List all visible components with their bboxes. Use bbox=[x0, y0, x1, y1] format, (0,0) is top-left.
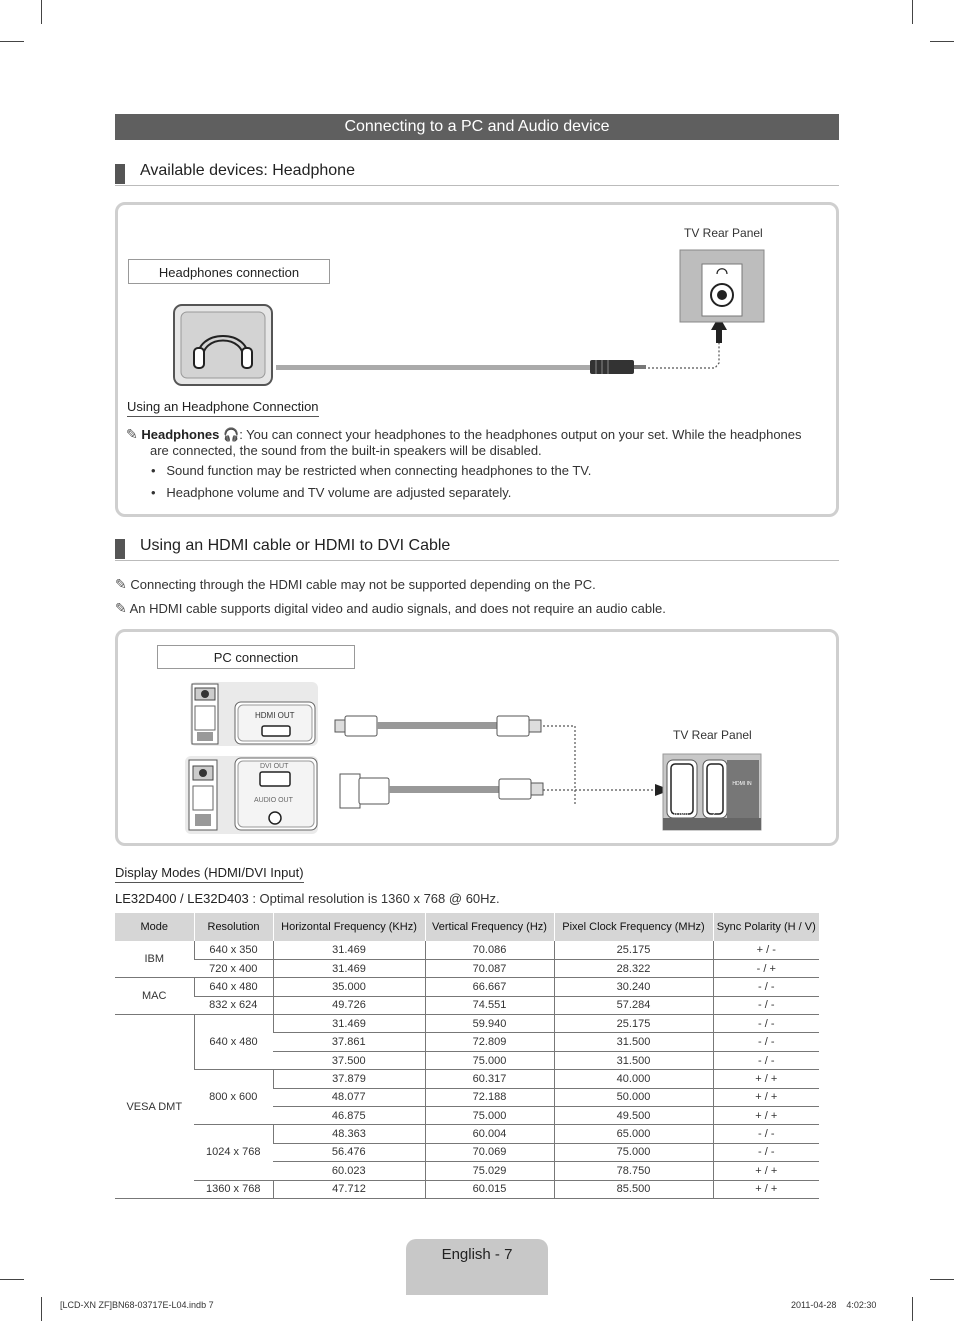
hdmi-in-port-1 bbox=[671, 764, 693, 814]
table-cell: 25.175 bbox=[554, 941, 713, 959]
table-cell: 46.875 bbox=[273, 1107, 425, 1125]
bullet-item: • Sound function may be restricted when connecting headphones to the TV. bbox=[151, 463, 592, 478]
note-pencil-icon: ✎ bbox=[126, 426, 138, 442]
audio-out-label: AUDIO OUT bbox=[254, 797, 293, 804]
table-cell: 70.069 bbox=[425, 1143, 554, 1161]
port-1-label: 1 (DVI) bbox=[669, 812, 689, 818]
bullet-item: • Headphone volume and TV volume are adjusted separately. bbox=[151, 485, 512, 500]
resolution-cell: 1024 x 768 bbox=[194, 1125, 273, 1180]
table-cell: 31.500 bbox=[554, 1033, 713, 1051]
column-header: Resolution bbox=[194, 913, 273, 941]
hdmi-note-1: ✎ Connecting through the HDMI cable may not be supported depending on the PC. bbox=[115, 576, 596, 592]
hdmi-note-2: ✎ An HDMI cable supports digital video and audio signals, and does not require an audio cable. bbox=[115, 600, 666, 616]
table-cell: 35.000 bbox=[273, 978, 425, 996]
table-cell: 49.500 bbox=[554, 1107, 713, 1125]
port-2-label: 2 bbox=[712, 812, 716, 818]
table-cell: 37.879 bbox=[273, 1070, 425, 1088]
table-cell: - / - bbox=[713, 1125, 819, 1143]
hdmi-port-icon bbox=[262, 726, 290, 736]
table-cell: 31.469 bbox=[273, 941, 425, 959]
resolution-cell: 640 x 480 bbox=[194, 978, 273, 996]
footer-file-label: [LCD-XN ZF]BN68-03717E-L04.indb 7 bbox=[60, 1300, 214, 1310]
column-header: Vertical Frequency (Hz) bbox=[425, 913, 554, 941]
table-cell: 50.000 bbox=[554, 1088, 713, 1106]
tv-rear-panel-label: TV Rear Panel bbox=[684, 226, 763, 240]
column-header: Mode bbox=[115, 913, 194, 941]
table-cell: 57.284 bbox=[554, 996, 713, 1014]
table-row bbox=[115, 978, 819, 996]
hdmi-in-port-2 bbox=[707, 764, 723, 814]
table-cell: 48.363 bbox=[273, 1125, 425, 1143]
table-row bbox=[115, 1125, 819, 1143]
resolution-cell: 832 x 624 bbox=[194, 996, 273, 1014]
table-cell: 60.015 bbox=[425, 1180, 554, 1198]
table-cell: - / - bbox=[713, 996, 819, 1014]
optimal-resolution-line: LE32D400 / LE32D403 : Optimal resolution is 1360 x 768 @ 60Hz. bbox=[115, 891, 500, 906]
table-cell: - / + bbox=[713, 959, 819, 977]
headphone-diagram bbox=[170, 248, 770, 393]
hdmi-cable bbox=[335, 716, 541, 736]
table-cell: 75.029 bbox=[425, 1162, 554, 1180]
headphone-cable bbox=[276, 365, 592, 370]
headphone-connection-subheading: Using an Headphone Connection bbox=[127, 399, 319, 417]
table-cell: 40.000 bbox=[554, 1070, 713, 1088]
mode-cell: MAC bbox=[115, 978, 194, 1015]
table-cell: 85.500 bbox=[554, 1180, 713, 1198]
dvi-out-label: DVI OUT bbox=[260, 763, 289, 770]
page-title: Connecting to a PC and Audio device bbox=[115, 114, 839, 140]
column-header: Sync Polarity (H / V) bbox=[713, 913, 819, 941]
resolution-cell: 1360 x 768 bbox=[194, 1180, 273, 1198]
dvi-port-icon bbox=[260, 772, 290, 786]
section-heading-hdmi: Using an HDMI cable or HDMI to DVI Cable bbox=[115, 537, 839, 561]
table-cell: - / - bbox=[713, 1051, 819, 1069]
mode-cell: VESA DMT bbox=[115, 1015, 194, 1199]
table-cell: 72.188 bbox=[425, 1088, 554, 1106]
table-cell: 25.175 bbox=[554, 1015, 713, 1033]
table-cell: 70.087 bbox=[425, 959, 554, 977]
table-cell: 30.240 bbox=[554, 978, 713, 996]
table-cell: 74.551 bbox=[425, 996, 554, 1014]
resolution-cell: 800 x 600 bbox=[194, 1070, 273, 1125]
table-cell: 37.500 bbox=[273, 1051, 425, 1069]
mode-cell: IBM bbox=[115, 941, 194, 978]
table-header-row bbox=[115, 913, 819, 941]
headphones-icon: 🎧 bbox=[223, 427, 240, 442]
table-cell: 59.940 bbox=[425, 1015, 554, 1033]
table-cell: + / - bbox=[713, 941, 819, 959]
table-cell: 28.322 bbox=[554, 959, 713, 977]
section-heading-headphone: Available devices: Headphone bbox=[115, 162, 839, 186]
table-cell: 31.469 bbox=[273, 1015, 425, 1033]
table-cell: 60.004 bbox=[425, 1125, 554, 1143]
table-cell: 47.712 bbox=[273, 1180, 425, 1198]
table-cell: 37.861 bbox=[273, 1033, 425, 1051]
resolution-cell: 720 x 400 bbox=[194, 959, 273, 977]
audio-port-icon bbox=[269, 812, 281, 824]
footer-timestamp: 2011-04-28 4:02:30 bbox=[791, 1300, 877, 1310]
note-pencil-icon: ✎ bbox=[115, 576, 127, 592]
table-cell: 75.000 bbox=[554, 1143, 713, 1161]
pc-connection-label: PC connection bbox=[157, 645, 355, 669]
table-cell: + / + bbox=[713, 1070, 819, 1088]
hdmi-out-label: HDMI OUT bbox=[255, 711, 295, 720]
table-cell: 78.750 bbox=[554, 1162, 713, 1180]
table-cell: + / + bbox=[713, 1088, 819, 1106]
display-modes-heading: Display Modes (HDMI/DVI Input) bbox=[115, 865, 304, 883]
hdmi-in-label: HDMI IN bbox=[732, 781, 752, 787]
table-cell: 70.086 bbox=[425, 941, 554, 959]
table-row bbox=[115, 959, 819, 977]
dvi-cable bbox=[340, 774, 543, 808]
note-pencil-icon: ✎ bbox=[115, 600, 127, 616]
table-row bbox=[115, 1180, 819, 1198]
table-cell: 75.000 bbox=[425, 1107, 554, 1125]
table-cell: + / + bbox=[713, 1162, 819, 1180]
table-cell: 75.000 bbox=[425, 1051, 554, 1069]
table-cell: - / - bbox=[713, 1015, 819, 1033]
table-cell: 65.000 bbox=[554, 1125, 713, 1143]
table-row bbox=[115, 996, 819, 1014]
table-cell: + / + bbox=[713, 1180, 819, 1198]
resolution-cell: 640 x 480 bbox=[194, 1015, 273, 1070]
table-cell: 60.023 bbox=[273, 1162, 425, 1180]
table-cell: - / - bbox=[713, 1143, 819, 1161]
section-marker bbox=[115, 539, 125, 559]
headphones-note: ✎ Headphones 🎧: You can connect your headphones to the headphones output on your set. While the headphones are connected, the sound from the built-in speakers will be disabled. bbox=[126, 426, 802, 458]
column-header: Pixel Clock Frequency (MHz) bbox=[554, 913, 713, 941]
audio-jack bbox=[590, 360, 646, 374]
table-cell: 49.726 bbox=[273, 996, 425, 1014]
table-cell: + / + bbox=[713, 1107, 819, 1125]
table-cell: 31.469 bbox=[273, 959, 425, 977]
table-cell: 60.317 bbox=[425, 1070, 554, 1088]
table-cell: - / - bbox=[713, 978, 819, 996]
table-row bbox=[115, 1015, 819, 1033]
table-cell: - / - bbox=[713, 1033, 819, 1051]
tv-rear-panel-label-hdmi: TV Rear Panel bbox=[673, 728, 752, 742]
column-header: Horizontal Frequency (KHz) bbox=[273, 913, 425, 941]
display-modes-table bbox=[115, 913, 819, 1199]
table-cell: 56.476 bbox=[273, 1143, 425, 1161]
table-row bbox=[115, 1070, 819, 1088]
headphones-connection-label: Headphones connection bbox=[128, 259, 330, 284]
table-cell: 66.667 bbox=[425, 978, 554, 996]
table-cell: 72.809 bbox=[425, 1033, 554, 1051]
page-number-tab: English - 7 bbox=[406, 1239, 548, 1295]
resolution-cell: 640 x 350 bbox=[194, 941, 273, 959]
table-cell: 31.500 bbox=[554, 1051, 713, 1069]
table-cell: 48.077 bbox=[273, 1088, 425, 1106]
section-marker bbox=[115, 164, 125, 184]
table-row bbox=[115, 941, 819, 959]
